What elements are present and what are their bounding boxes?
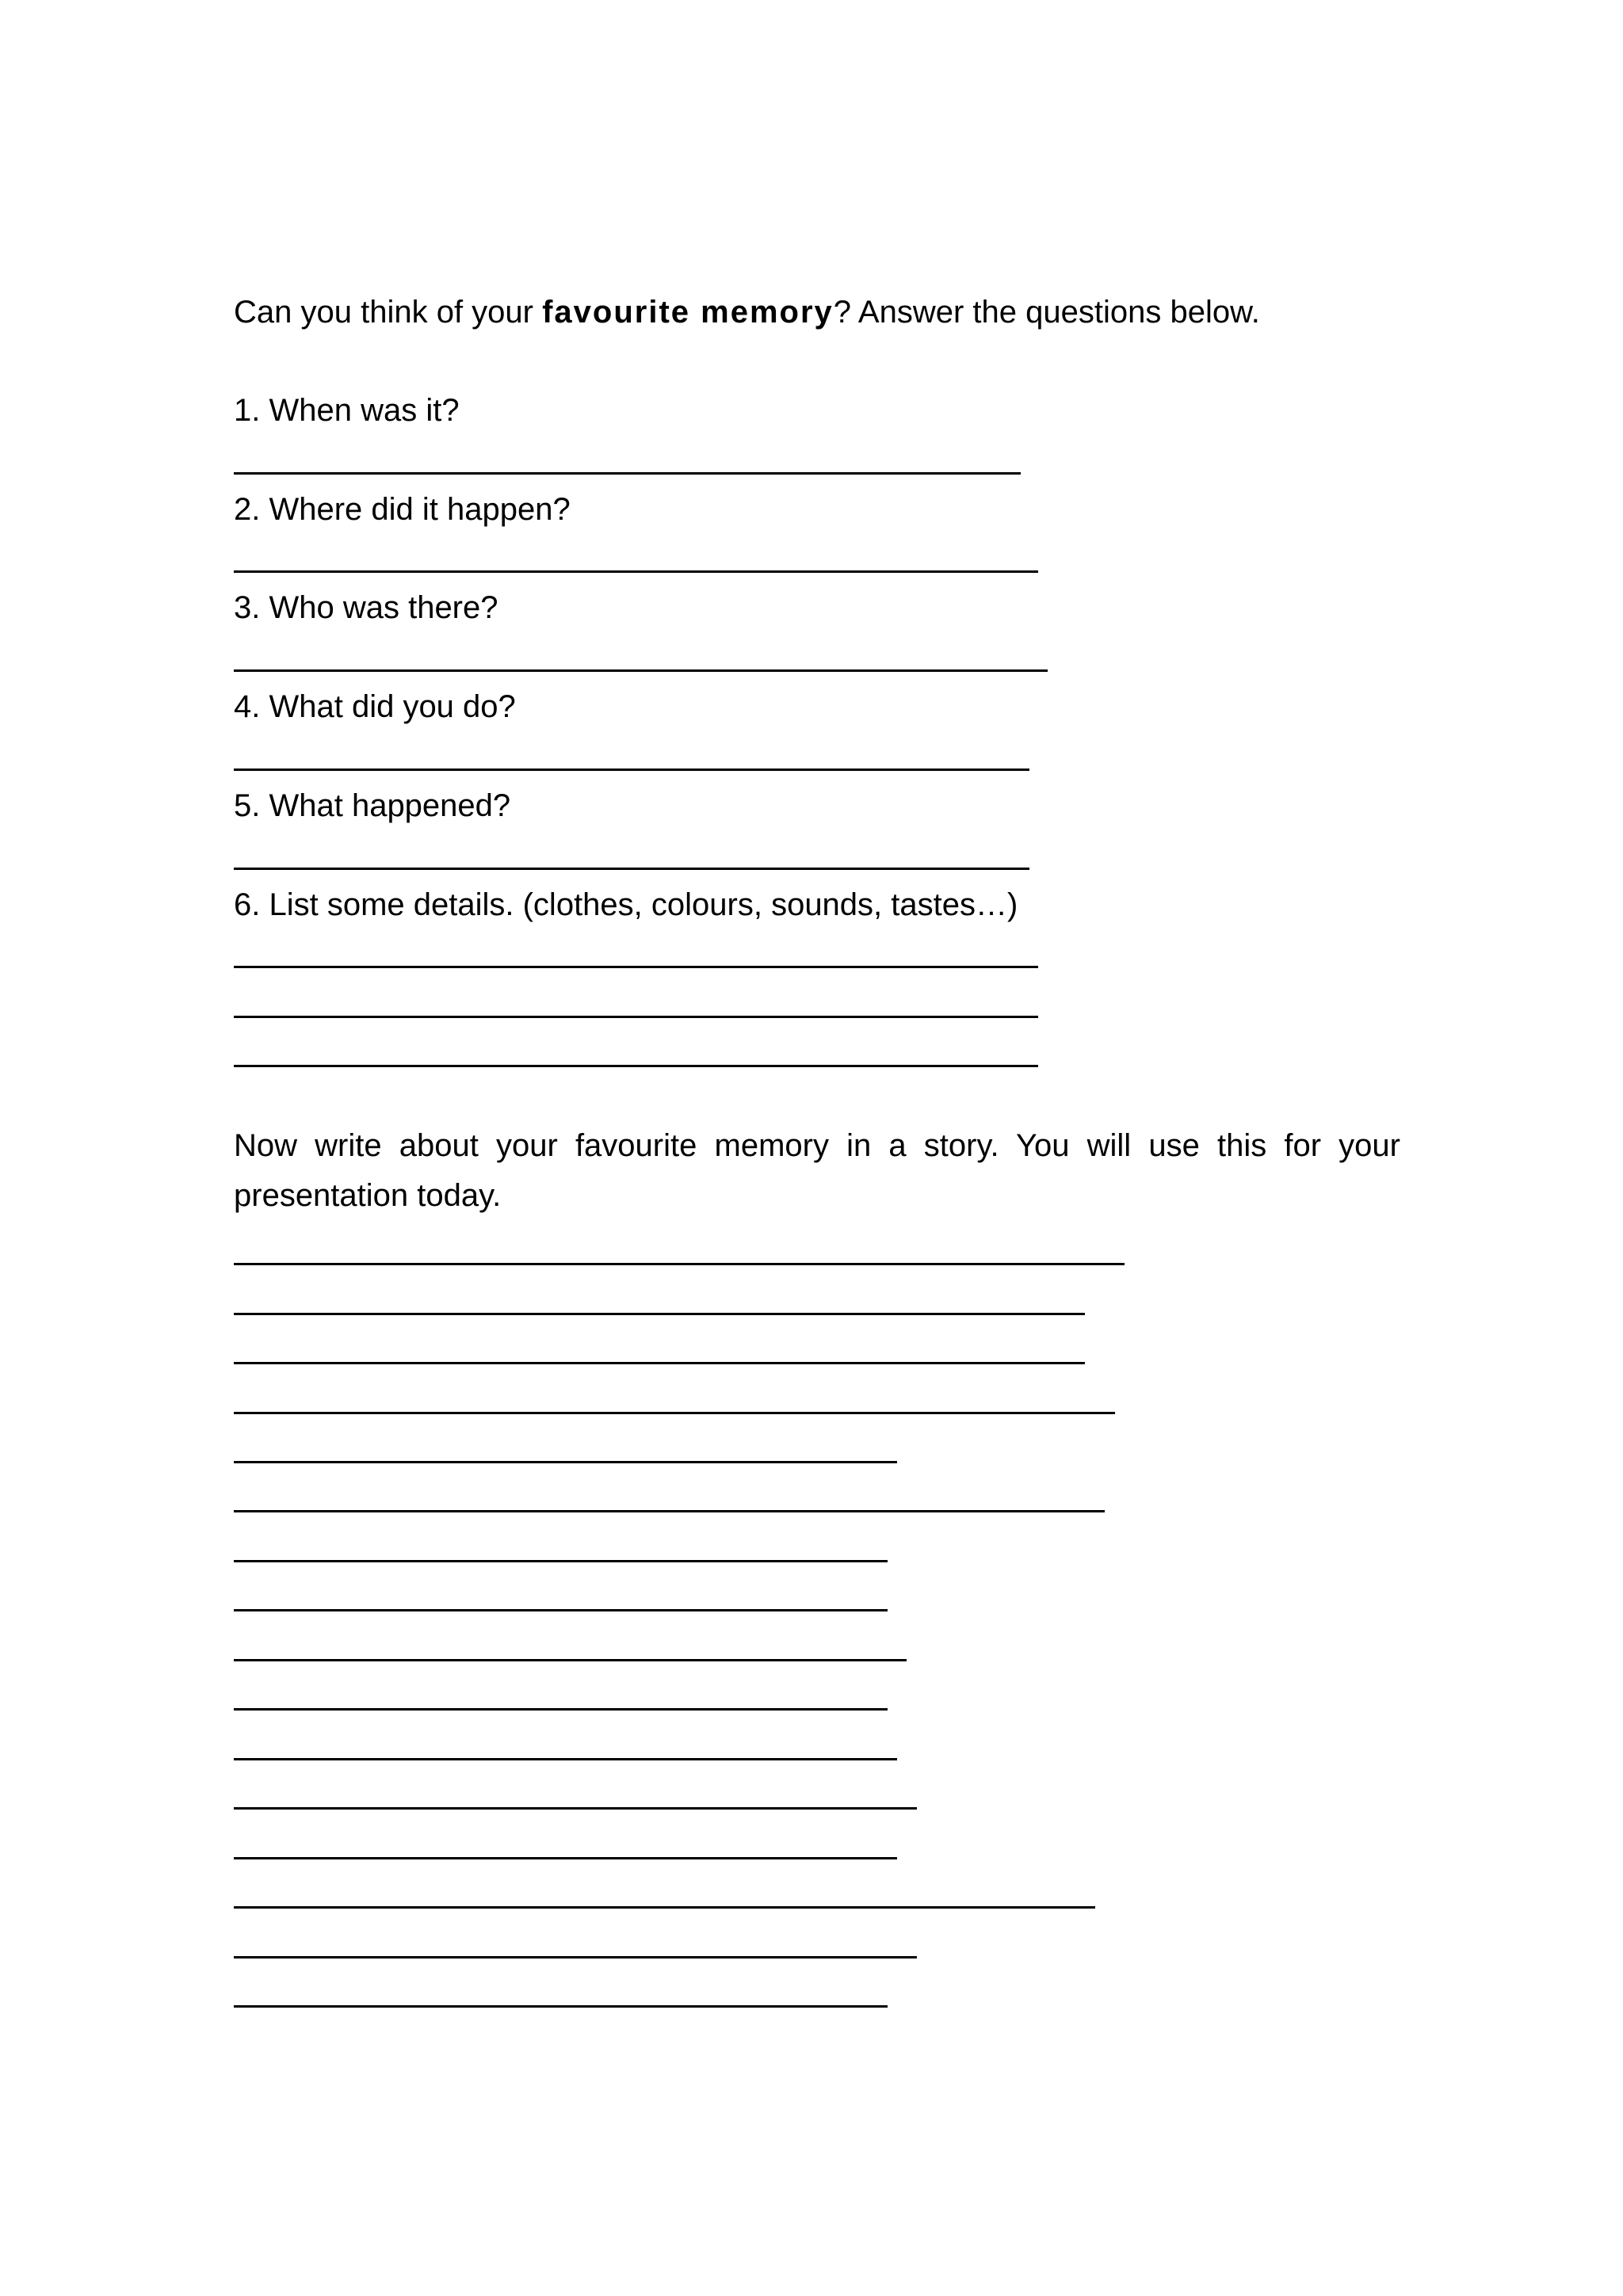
- answer-line-1[interactable]: [234, 472, 1021, 475]
- story-line[interactable]: [234, 1609, 888, 1611]
- story-line[interactable]: [234, 2005, 888, 2008]
- answer-line-6c[interactable]: [234, 1065, 1038, 1067]
- intro-text: [234, 296, 1260, 328]
- answer-line-2[interactable]: [234, 570, 1038, 573]
- story-line[interactable]: [234, 1659, 907, 1661]
- answer-line-6b[interactable]: [234, 1016, 1038, 1018]
- story-line[interactable]: [234, 1313, 1085, 1315]
- story-prompt: Now write about your favourite memory in a story. You will use this for your presentation today.: [234, 1128, 1400, 1213]
- question-4-label: 4. What did you do?: [234, 689, 516, 724]
- story-line[interactable]: [234, 1758, 897, 1760]
- story-line[interactable]: [234, 1560, 888, 1562]
- answer-line-5[interactable]: [234, 868, 1029, 870]
- story-line[interactable]: [234, 1906, 1095, 1909]
- question-5-label: 5. What happened?: [234, 788, 511, 823]
- story-line[interactable]: [234, 1857, 897, 1859]
- story-line[interactable]: [234, 1956, 917, 1958]
- question-1-label: 1. When was it?: [234, 393, 460, 428]
- story-line[interactable]: [234, 1412, 1115, 1414]
- story-line[interactable]: [234, 1807, 917, 1810]
- question-3-label: 3. Who was there?: [234, 590, 498, 625]
- intro-before: Can you think of your: [234, 295, 543, 330]
- story-line[interactable]: [234, 1362, 1085, 1364]
- answer-line-6a[interactable]: [234, 966, 1038, 968]
- question-2-label: 2. Where did it happen?: [234, 492, 571, 527]
- story-line[interactable]: [234, 1461, 897, 1463]
- story-line[interactable]: [234, 1708, 888, 1711]
- question-6-label: 6. List some details. (clothes, colours, sounds, tastes…): [234, 887, 1018, 922]
- answer-line-3[interactable]: [234, 669, 1048, 672]
- intro-after: ? Answer the questions below.: [833, 295, 1260, 330]
- intro-emphasis: favourite memory: [542, 295, 834, 330]
- story-line[interactable]: [234, 1510, 1105, 1512]
- answer-line-4[interactable]: [234, 769, 1029, 771]
- story-line[interactable]: [234, 1263, 1125, 1265]
